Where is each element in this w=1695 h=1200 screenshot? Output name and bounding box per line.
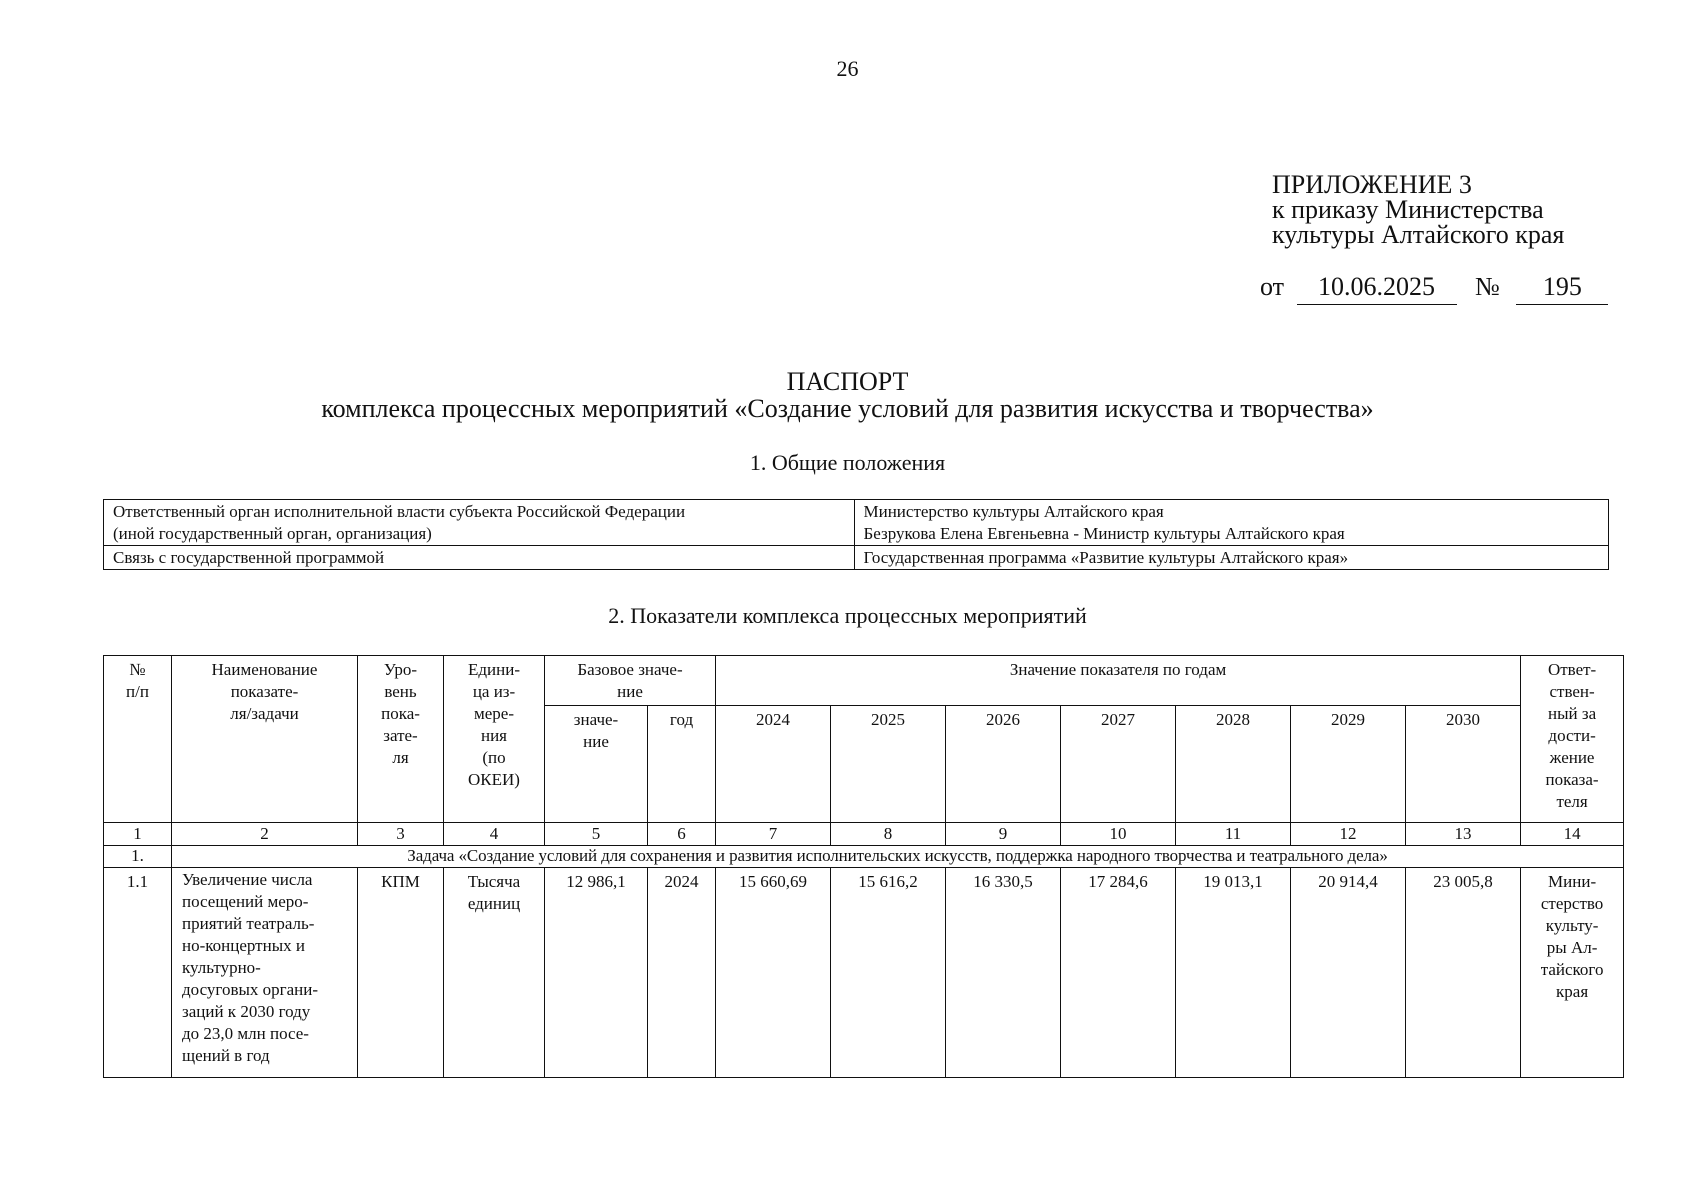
- column-number: 2: [172, 823, 358, 846]
- indicator-level: КПМ: [358, 868, 444, 1078]
- header-line: ный за: [1548, 704, 1597, 723]
- header-line: ствен-: [1549, 682, 1595, 701]
- header-line: пока-: [381, 704, 420, 723]
- column-number: 10: [1061, 823, 1176, 846]
- indicator-value-2026: 16 330,5: [946, 868, 1061, 1078]
- header-line: показате-: [230, 682, 299, 701]
- responsible-line: ры Ал-: [1546, 938, 1598, 957]
- column-number: 8: [831, 823, 946, 846]
- table-row: [104, 546, 1609, 570]
- general-label-cell: Связь с государственной программой: [104, 546, 855, 570]
- header-line: Уро-: [383, 660, 418, 679]
- date-prefix: от: [1260, 272, 1285, 301]
- indicator-value-2028: 19 013,1: [1176, 868, 1291, 1078]
- name-line: заций к 2030 году: [182, 1002, 311, 1021]
- section-2-title: 2. Показатели комплекса процессных мероприятий: [608, 603, 1087, 628]
- general-value-cell: Государственная программа «Развитие культуры Алтайского края»: [854, 546, 1609, 570]
- column-number: 9: [946, 823, 1061, 846]
- indicator-value-2029: 20 914,4: [1291, 868, 1406, 1078]
- header-line: дости-: [1548, 726, 1596, 745]
- header-line: Наименование: [211, 660, 318, 679]
- label-line: Ответственный орган исполнительной власти субъекта Российской Федерации: [113, 502, 686, 521]
- header-year: 2025: [831, 706, 946, 823]
- header-base-value: [545, 706, 648, 823]
- indicator-value-2027: 17 284,6: [1061, 868, 1176, 1078]
- task-row: [104, 846, 1624, 868]
- page-number: 26: [836, 56, 859, 81]
- header-line: значе-: [573, 710, 619, 729]
- header-unit: [444, 656, 545, 823]
- document-title-block: [0, 368, 1695, 422]
- appendix-title: ПРИЛОЖЕНИЕ 3: [1272, 170, 1472, 199]
- unit-line: единиц: [467, 894, 521, 913]
- column-number-row: [104, 823, 1624, 846]
- header-line: Базовое значе-: [577, 660, 683, 679]
- header-year: 2026: [946, 706, 1061, 823]
- section-1-title: 1. Общие положения: [749, 450, 946, 475]
- responsible-line: тайского: [1540, 960, 1604, 979]
- header-line: жение: [1549, 748, 1595, 767]
- header-year: 2028: [1176, 706, 1291, 823]
- column-number: 4: [444, 823, 545, 846]
- column-number: 6: [648, 823, 716, 846]
- header-line: п/п: [126, 682, 149, 701]
- label-line: (иной государственный орган, организация): [113, 524, 432, 543]
- column-number: 12: [1291, 823, 1406, 846]
- header-row: [104, 656, 1624, 706]
- appendix-line-2: культуры Алтайского края: [1272, 220, 1565, 249]
- indicator-name: [172, 868, 358, 1078]
- indicator-value-2024: 15 660,69: [716, 868, 831, 1078]
- header-year: 2027: [1061, 706, 1176, 823]
- header-level: [358, 656, 444, 823]
- header-year: 2030: [1406, 706, 1521, 823]
- unit-line: Тысяча: [467, 872, 521, 891]
- responsible-line: культу-: [1545, 916, 1599, 935]
- name-line: приятий театраль-: [182, 914, 315, 933]
- indicators-table: [103, 655, 1624, 1078]
- general-label-cell: [104, 500, 855, 546]
- indicator-responsible: [1521, 868, 1624, 1078]
- header-line: ля: [392, 748, 409, 767]
- header-year: 2029: [1291, 706, 1406, 823]
- table-row: [104, 868, 1624, 1078]
- number-prefix: №: [1475, 272, 1500, 301]
- name-line: до 23,0 млн посе-: [182, 1024, 309, 1043]
- header-line: теля: [1556, 792, 1588, 811]
- responsible-line: стерство: [1540, 894, 1604, 913]
- header-line: №: [129, 660, 146, 679]
- general-provisions-table: [103, 499, 1609, 570]
- name-line: Увеличение числа: [182, 870, 313, 889]
- indicator-unit: [444, 868, 545, 1078]
- name-line: щений в год: [182, 1046, 270, 1065]
- header-line: показа-: [1545, 770, 1599, 789]
- document-subtitle: комплекса процессных мероприятий «Создание условий для развития искусства и творчества»: [321, 394, 1374, 423]
- column-number: 5: [545, 823, 648, 846]
- column-number: 3: [358, 823, 444, 846]
- header-num: [104, 656, 172, 823]
- header-line: ние: [583, 732, 609, 751]
- indicator-num: 1.1: [104, 868, 172, 1078]
- header-line: ОКЕИ): [468, 770, 520, 789]
- column-number: 14: [1521, 823, 1624, 846]
- header-responsible: [1521, 656, 1624, 823]
- column-number: 7: [716, 823, 831, 846]
- responsible-line: края: [1556, 982, 1589, 1001]
- header-base-year: год: [648, 706, 716, 823]
- header-line: мере-: [473, 704, 514, 723]
- indicator-value-2025: 15 616,2: [831, 868, 946, 1078]
- header-years-group: Значение показателя по годам: [716, 656, 1521, 706]
- header-line: ца из-: [472, 682, 516, 701]
- header-line: ля/задачи: [230, 704, 299, 723]
- header-line: вень: [384, 682, 417, 701]
- order-date-number: [1260, 272, 1608, 305]
- task-num: 1.: [104, 846, 172, 868]
- order-number: 195: [1516, 272, 1608, 305]
- name-line: досуговых органи-: [182, 980, 319, 999]
- header-line: ние: [617, 682, 643, 701]
- value-line: Безрукова Елена Евгеньевна - Министр культуры Алтайского края: [863, 524, 1345, 543]
- indicator-value-2030: 23 005,8: [1406, 868, 1521, 1078]
- header-line: (по: [482, 748, 506, 767]
- name-line: но-концертных и: [182, 936, 305, 955]
- column-number: 1: [104, 823, 172, 846]
- document-title: ПАСПОРТ: [786, 367, 909, 396]
- order-date: 10.06.2025: [1297, 272, 1457, 305]
- header-line: зате-: [383, 726, 418, 745]
- header-line: Ответ-: [1547, 660, 1597, 679]
- header-year: 2024: [716, 706, 831, 823]
- indicator-base-year: 2024: [648, 868, 716, 1078]
- table-row: [104, 500, 1609, 546]
- header-line: ния: [480, 726, 507, 745]
- name-line: посещений меро-: [182, 892, 309, 911]
- general-value-cell: [854, 500, 1609, 546]
- responsible-line: Мини-: [1548, 872, 1597, 891]
- header-line: Едини-: [468, 660, 520, 679]
- column-number: 13: [1406, 823, 1521, 846]
- name-line: культурно-: [182, 958, 261, 977]
- appendix-block: [1272, 172, 1564, 247]
- value-line: Министерство культуры Алтайского края: [863, 502, 1164, 521]
- task-text: Задача «Создание условий для сохранения и развития исполнительских искусств, поддержка народного творчества и театрального дела»: [172, 846, 1624, 868]
- appendix-line-1: к приказу Министерства: [1272, 195, 1544, 224]
- header-base: [545, 656, 716, 706]
- column-number: 11: [1176, 823, 1291, 846]
- header-name: [172, 656, 358, 823]
- indicator-base-value: 12 986,1: [545, 868, 648, 1078]
